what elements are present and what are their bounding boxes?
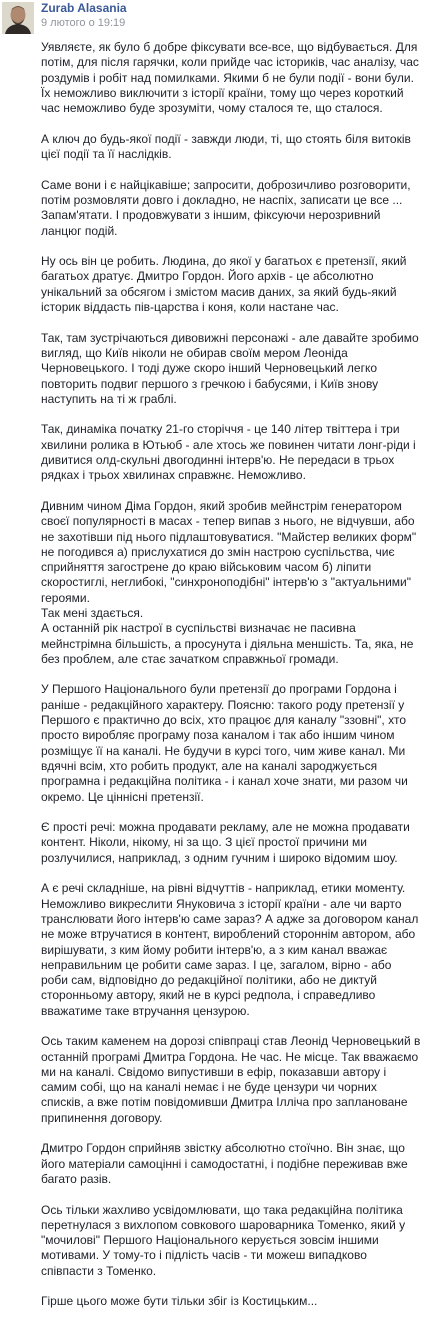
post-paragraph: Ось таким каменем на дорозі співпраці став Леонід Черновецький в останній програмі Дмитра Гордона. Не час. Не місце. Так вважаємо ми на каналі. Свідомо випустивши в ефір, показавши автору і самим собі, що на каналі немає і не буде цензури чи чорних списків, а вже потім повідомивши Дмитра Ілліча про заплановане припинення договору.	[41, 1034, 421, 1125]
post-paragraph: А є речі складніше, на рівні відчуттів - наприклад, етики моменту. Неможливо викреслити Януковича з історії країни - але чи варто транслювати його інтерв'ю саме зараз? А адже за договором канал не може втручатися в контент, вироблений стороннім автором, або вирішувати, з ким йому робити інтерв'ю, а з ким канал вважає неправильним це робити саме зараз. І це, загалом, вірно - або роби сам, відповідно до редакційної політики, або не диктуй сторонньому автору, який не в курсі редпола, і справедливо вважатиме таке втручання цензурою.	[41, 881, 419, 1018]
post-header	[0, 0, 425, 38]
post-paragraph: Саме вони і є найцікавіше; запросити, доброзичливо розговорити, потім розмовляти довго і докладно, не наспіх, записати це все ... Запам'ятати. І продовжувати з іншим, фіксуючи нерозривний ланцюг подій.	[41, 177, 411, 238]
author-name-link[interactable]: Zurab Alasania	[41, 1, 127, 15]
author-photo-icon	[2, 2, 34, 34]
post-paragraph: Так, динаміка початку 21-го сторіччя - це 140 літер твіттера і три хвилини ролика в Ютьюб - але хтось же повинен читати лонг-ріди і дивитися олд-скульні двогодинні інтерв'ю. Не передаси в трьох рядках і трьох хвилинах справжнє. Неможливо.	[41, 422, 416, 483]
author-avatar[interactable]	[2, 2, 34, 34]
post-paragraph: Ось тільки жахливо усвідомлювати, що така редакційна політика перетнулася з вихлопом совкового шароварника Томенко, який у "мочилові" Першого Національного керується зовсім іншими мотивами. У тому-то і підлість часів - ти можеш випадково співпасти з Томенко.	[41, 1202, 406, 1278]
post-paragraph: Є прості речі: можна продавати рекламу, але не можна продавати контент. Ніколи, нікому, ні за що. З цієї простої причини ми розлучилися, наприклад, з одним гучним і широко відомим шоу.	[41, 820, 410, 865]
post-paragraph: У Першого Національного були претензії до програми Гордона і раніше - редакційного характеру. Поясню: такого роду претензії у Першого є практично до всіх, хто працює для каналу "ззовні", хто просто виробляє програму поза каналом і так або іншим чином розміщує її на каналі. Не будучи в курсі того, чим живе канал. Ми вдячні всім, хто робить продукт, але на каналі зароджується програмна і редакційна політика - і канал хоче знати, ми разом чи окремо. Це ціннісні претензії.	[41, 682, 408, 804]
post-timestamp-link[interactable]: 9 лютого о 19:19	[41, 17, 126, 29]
post-body	[41, 40, 421, 1325]
post-paragraph: Дивним чином Діма Гордон, який зробив мейнстрім генератором своєї популярності в масах - тепер випав з нього, не відчувши, або не захотівши під нього підлаштовуватися. "Майстер великих форм" не погодився а) прислухатися до змін настрою суспільства, чиє сприйняття загострене до краю військовим часом б) ліпити скоростиглі, неглибокі, "синхроноподібні" інтерв'ю з "актуальними" героями. Так мені здається. А останній рік настрої в суспільстві визначає не пасивна мейнстрімна більшість, а просунута і діяльна меншість. Та, яка, не без проблем, але стає зачатком справжньої громади.	[41, 498, 417, 666]
post-paragraph: Гірше цього може бути тільки збіг із Костицьким...	[41, 1294, 318, 1309]
post-paragraph: Так, там зустрічаються дивовижні персонажі - але давайте зробимо вигляд, що Київ ніколи не обирав своїм мером Леоніда Черновецького. І тоді дуже скоро інший Черновецький легко повторить подвиг першого з гречкою і бабусями, і Київ знову наступить на ті ж граблі.	[41, 330, 419, 406]
post-paragraph: А ключ до будь-якої події - завжди люди, ті, що стоять біля витоків цієї події та її наслідків.	[41, 131, 411, 162]
post-paragraph: Уявляєте, як було б добре фіксувати все-все, що відбувається. Для потім, для після гарячки, коли прийде час істориків, час аналізу, час роздумів і робіт над помилками. Якими б не були події - вони були. Їх неможливо виключити з історії країни, тому що через короткий час неможливо буде зрозуміти, чому сталося те, що сталося.	[41, 40, 419, 116]
post-paragraph: Дмитро Гордон сприйняв звістку абсолютно стоїчно. Він знає, що його матеріали самоцінні і самодостатні, і подібне переживав вже багато разів.	[41, 1141, 408, 1186]
post-paragraph: Ну ось він це робить. Людина, до якої у багатьох є претензії, який багатьох дратує. Дмитро Гордон. Його архів - це абсолютно унікальний за обсягом і змістом масив даних, за який будь-який історик віддасть пів-царства і коня, коли настане час.	[41, 254, 407, 315]
